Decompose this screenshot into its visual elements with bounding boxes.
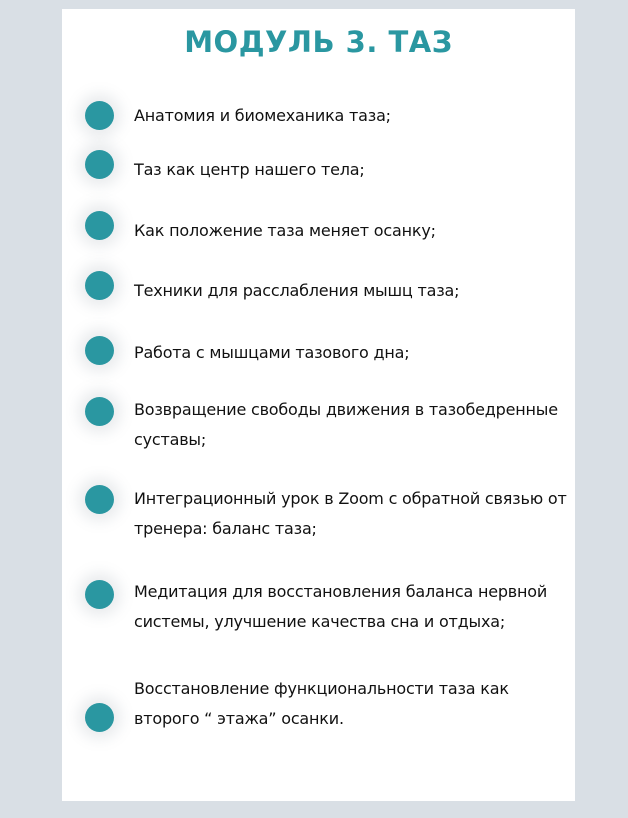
bullet-dot-icon xyxy=(85,485,114,514)
list-item-text: Работа с мышцами тазового дна; xyxy=(134,343,410,362)
bullet-dot-icon xyxy=(85,150,114,179)
list-item-text: Как положение таза меняет осанку; xyxy=(134,221,436,240)
module-title: МОДУЛЬ 3. ТАЗ xyxy=(184,25,453,59)
bullet-dot-icon xyxy=(85,580,114,609)
list-item-text: Интеграционный урок в Zoom с обратной связью от тренера: баланс таза; xyxy=(134,489,567,538)
list-item-text: Анатомия и биомеханика таза; xyxy=(134,106,391,125)
list-item-text: Таз как центр нашего тела; xyxy=(134,160,365,179)
bullet-dot-icon xyxy=(85,211,114,240)
list-item-text: Техники для расслабления мышц таза; xyxy=(134,281,460,300)
bullet-dot-icon xyxy=(85,703,114,732)
list-item-text: Медитация для восстановления баланса нервной системы, улучшение качества сна и отдыха; xyxy=(134,582,548,631)
bullet-dot-icon xyxy=(85,397,114,426)
bullet-dot-icon xyxy=(85,271,114,300)
list-item-text: Восстановление функциональности таза как второго “ этажа” осанки. xyxy=(134,679,509,728)
bullet-dot-icon xyxy=(85,336,114,365)
module-card xyxy=(62,9,575,801)
bullet-dot-icon xyxy=(85,101,114,130)
list-item-text: Возвращение свободы движения в тазобедренные суставы; xyxy=(134,400,558,449)
